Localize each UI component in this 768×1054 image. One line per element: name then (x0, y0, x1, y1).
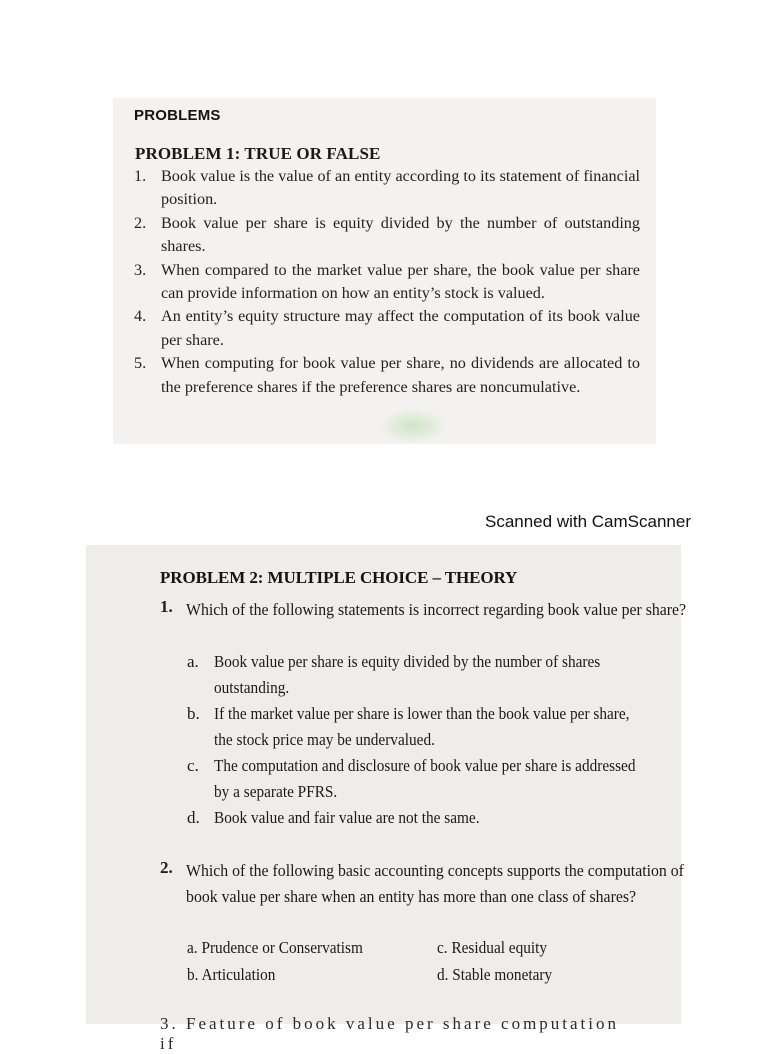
item-number: 5. (134, 354, 147, 373)
option-d: d. Stable monetary (437, 965, 553, 984)
option-b (187, 701, 643, 753)
item-text: When compared to the market value per share, the book value per share can provide information on how an entity’s stock is valued. (161, 260, 640, 303)
item-text: When computing for book value per share, no dividends are allocated to the preference shares if the preference shares are noncumulative. (161, 354, 640, 396)
camscanner-caption: Scanned with CamScanner (484, 512, 691, 531)
list-item (134, 305, 640, 352)
problems-heading: PROBLEMS (134, 107, 221, 124)
question-1 (160, 597, 687, 623)
option-c (187, 753, 643, 805)
option-d (187, 805, 643, 831)
question-text: Which of the following basic accounting concepts supports the computation of book value per share when an entity has more than one class of shares? (186, 861, 684, 906)
option-a (187, 649, 643, 701)
list-item (134, 212, 640, 259)
option-a: a. Prudence or Conservatism (187, 938, 363, 957)
option-text: Book value per share is equity divided by the number of shares outstanding. (214, 652, 601, 697)
problem-1-title: PROBLEM 1: TRUE OR FALSE (135, 144, 381, 163)
problem-2-title: PROBLEM 2: MULTIPLE CHOICE – THEORY (160, 568, 518, 587)
option-letter: c. (187, 756, 199, 775)
option-letter: b. (187, 704, 200, 723)
question-number: 2. (160, 858, 173, 877)
option-text: The computation and disclosure of book value per share is addressed by a separate PFRS. (214, 756, 636, 801)
option-b: b. Articulation (187, 965, 276, 984)
item-number: 3. (134, 260, 147, 279)
item-text: Book value per share is equity divided by the number of outstanding shares. (161, 213, 640, 256)
item-text: Book value is the value of an entity according to its statement of financial position. (161, 167, 640, 209)
option-letter: d. (187, 808, 200, 827)
item-number: 2. (134, 213, 147, 232)
item-number: 1. (134, 167, 147, 185)
scan-smudge (378, 408, 448, 444)
cut-off-question-3: 3. Feature of book value per share computation if (160, 1014, 620, 1053)
true-false-list (134, 165, 640, 399)
list-item (134, 165, 640, 212)
option-text: Book value and fair value are not the same. (214, 808, 480, 827)
list-item (134, 352, 640, 399)
option-text: If the market value per share is lower than the book value per share, the stock price may be undervalued. (214, 704, 630, 749)
question-text: Which of the following statements is incorrect regarding book value per share? (186, 600, 687, 619)
option-letter: a. (187, 652, 199, 671)
question-number: 1. (160, 597, 173, 616)
option-c: c. Residual equity (437, 938, 548, 957)
question-1-options (187, 649, 643, 831)
item-number: 4. (134, 307, 147, 326)
question-2 (160, 858, 684, 910)
list-item (134, 259, 640, 306)
item-text: An entity’s equity structure may affect the computation of its book value per share. (161, 307, 640, 349)
